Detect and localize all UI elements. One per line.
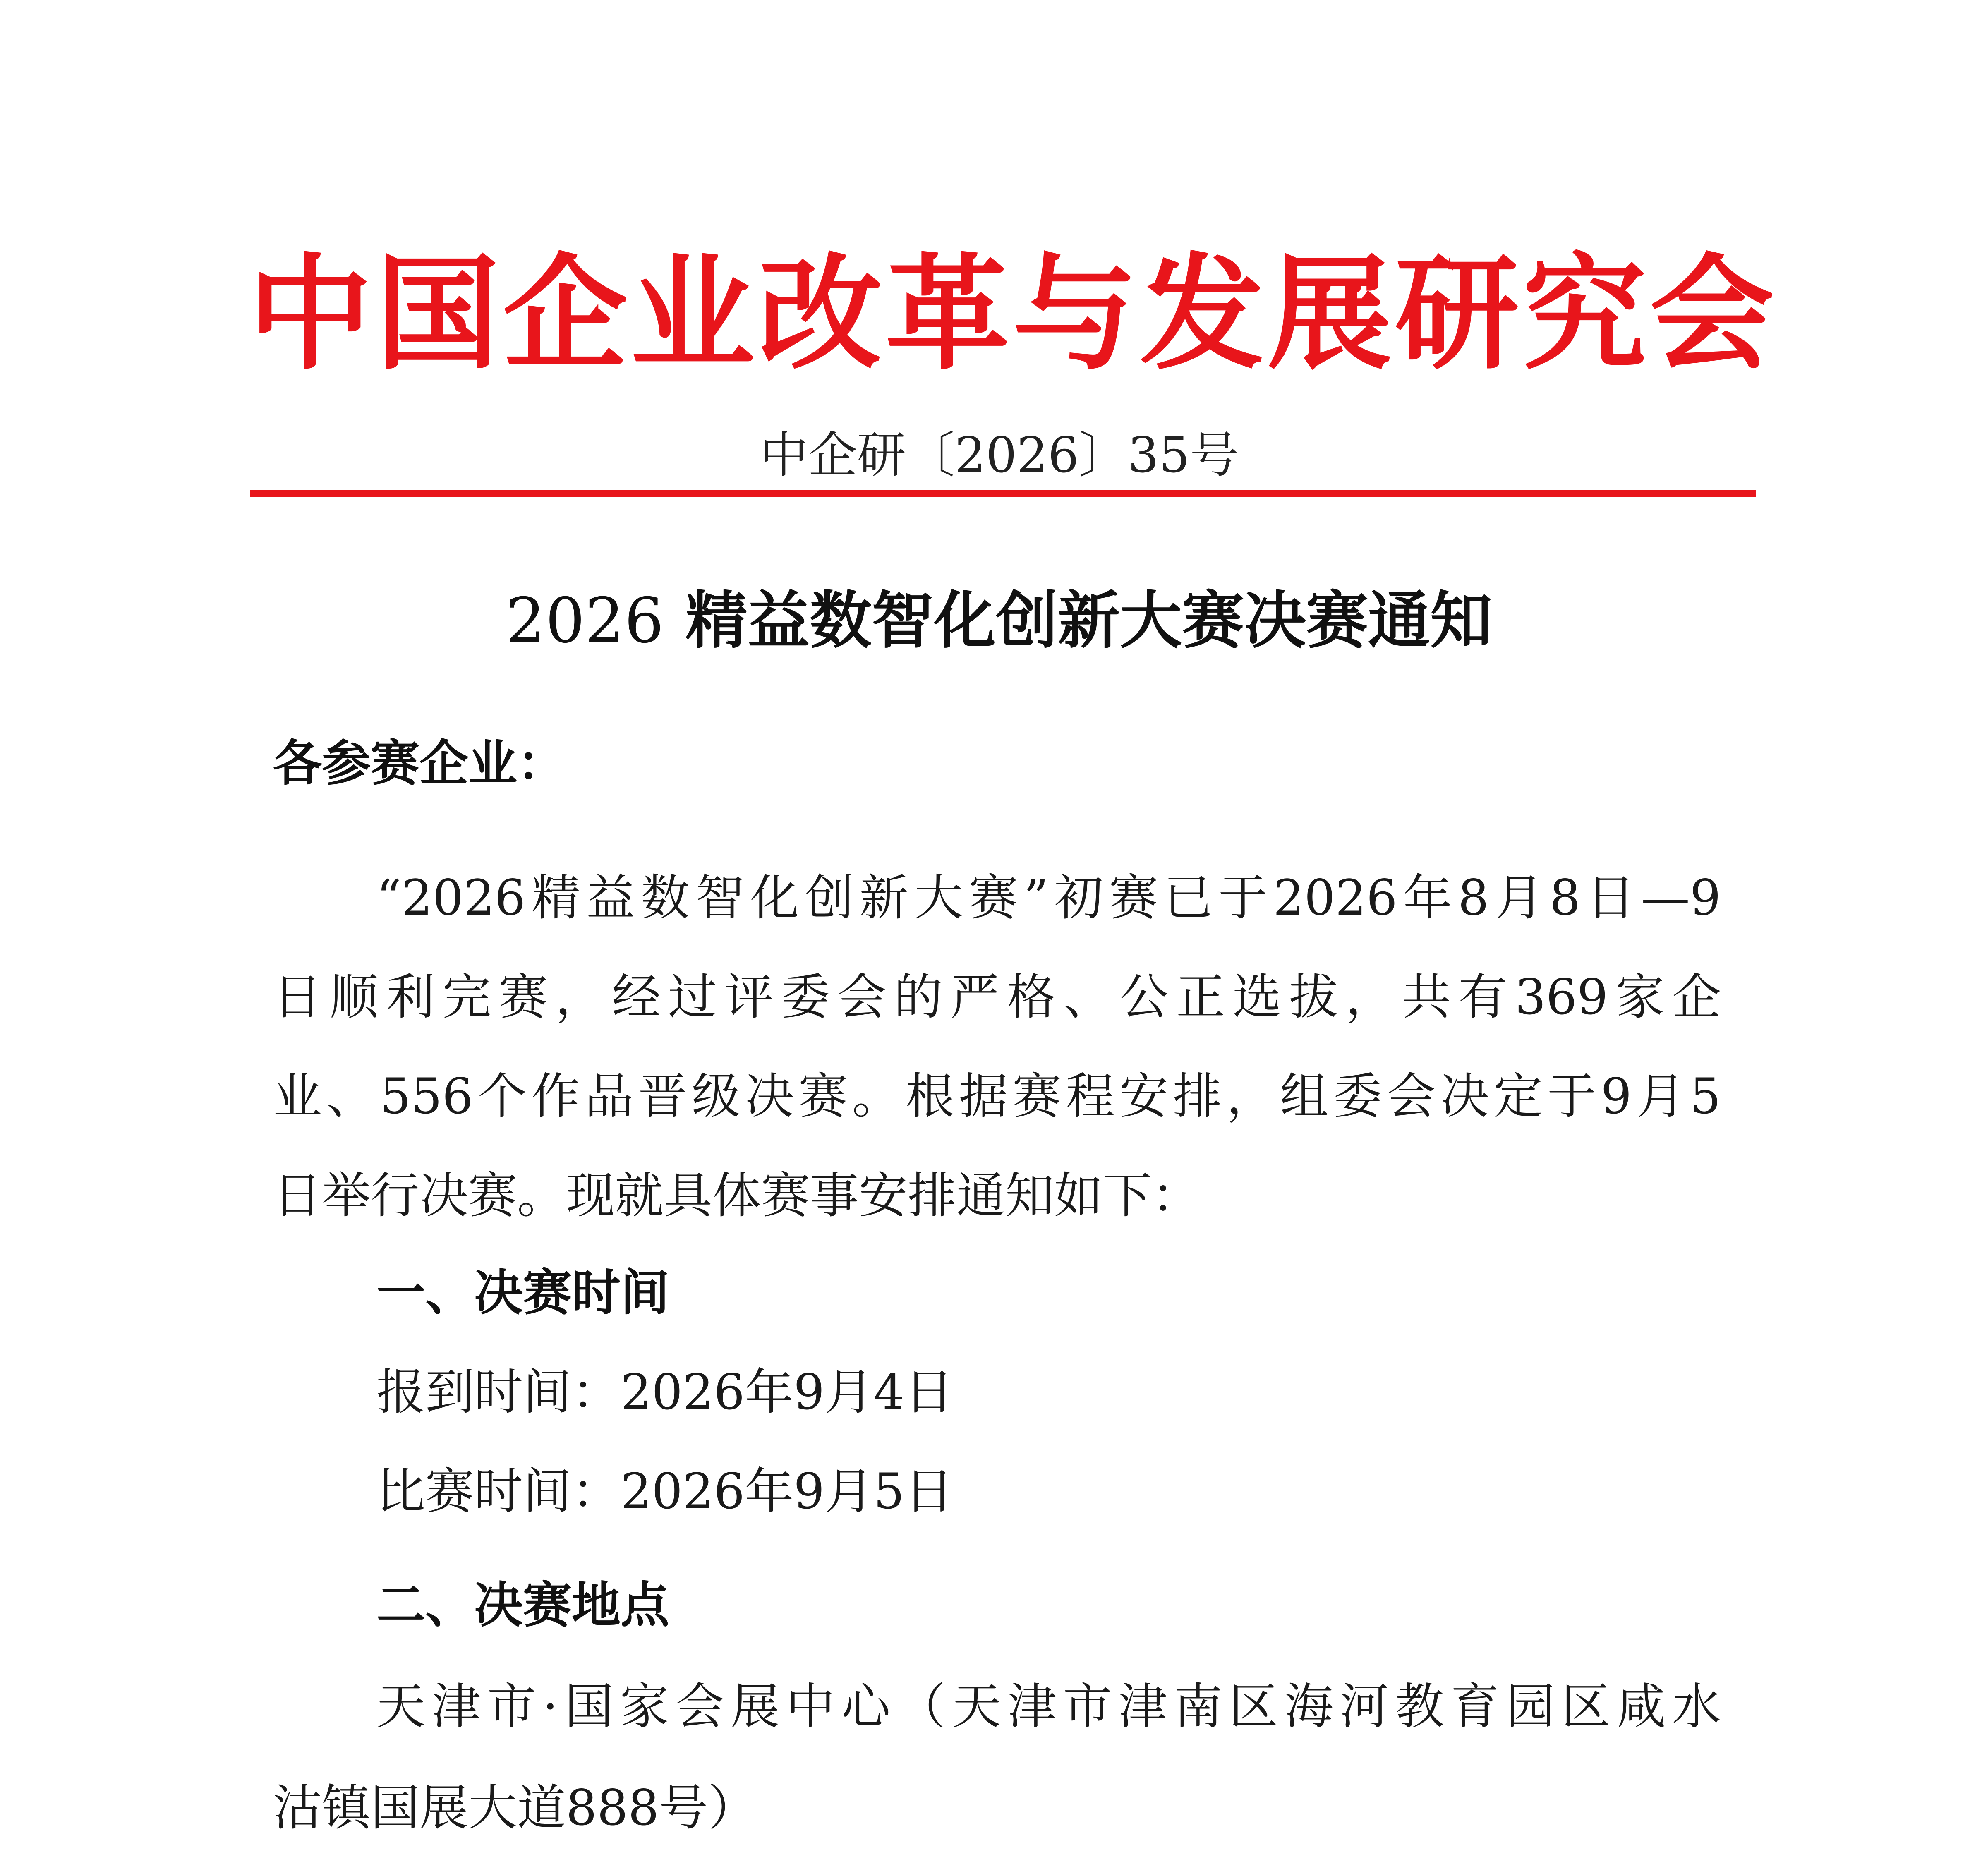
document-number: 中企研〔2026〕35号 <box>759 426 1239 484</box>
paragraph-line-2: 日顺利完赛，经过评委会的严格、公正选拔，共有369家企 <box>273 968 1721 1025</box>
paragraph-line-3: 业、556个作品晋级决赛。根据赛程安排，组委会决定于9月5 <box>273 1068 1721 1125</box>
section-heading-venue: 二、决赛地点 <box>376 1577 670 1634</box>
venue-line-2: 沽镇国展大道888号） <box>273 1779 757 1836</box>
notice-title-year: 2026 <box>506 585 664 657</box>
organization-header: 中国企业改革与发展研究会 <box>248 242 1777 386</box>
section-heading-time: 一、决赛时间 <box>376 1264 670 1321</box>
red-divider-rule <box>250 490 1756 497</box>
addressee: 各参赛企业： <box>273 735 566 792</box>
registration-time: 报到时间：2026年9月4日 <box>376 1363 954 1421</box>
notice-title <box>248 577 1750 664</box>
paragraph-line-4: 日举行决赛。现就具体赛事安排通知如下： <box>273 1167 1201 1224</box>
venue-line-1: 天津市·国家会展中心（天津市津南区海河教育园区咸水 <box>376 1678 1721 1735</box>
paragraph-line-1: “2026精益数智化创新大赛”初赛已于2026年8月8日—9 <box>376 869 1721 926</box>
notice-title-text: 精益数智化创新大赛决赛通知 <box>685 584 1492 657</box>
competition-time: 比赛时间：2026年9月5日 <box>376 1463 954 1520</box>
